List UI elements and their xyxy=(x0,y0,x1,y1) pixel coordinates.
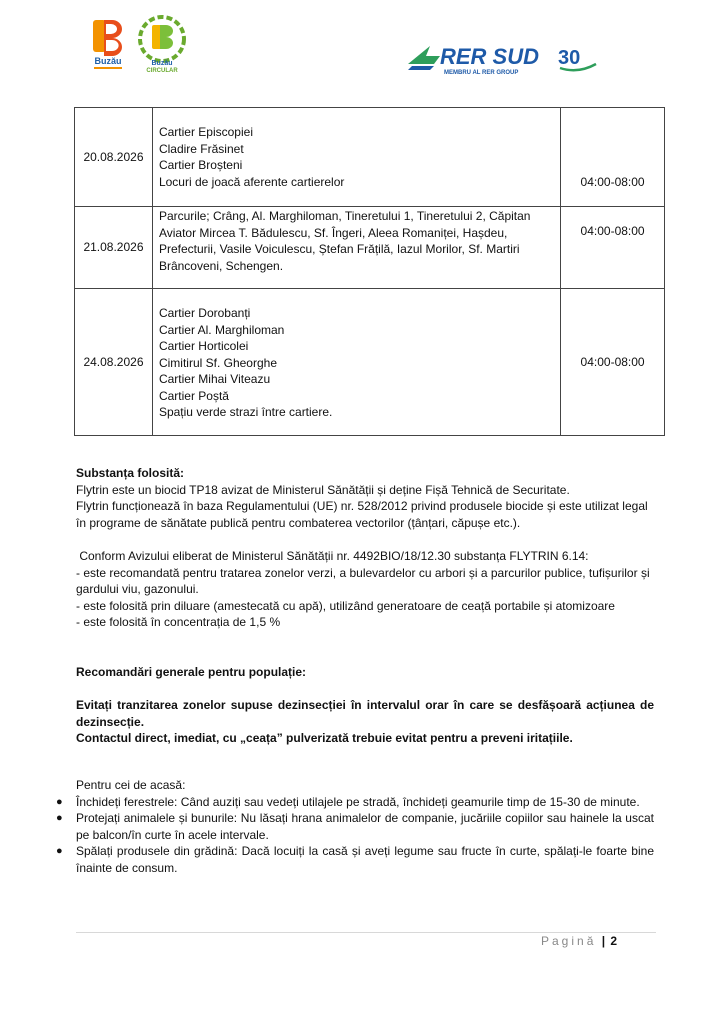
aviz-item-2: - este folosită prin diluare (amestecată cu apă), utilizând generatoare de ceață portabile și atomizoare xyxy=(76,598,615,613)
schedule-table xyxy=(74,107,665,436)
advice-text: Închideți ferestrele: Când auziți sau vedeți utilajele pe stradă, închideți geamurile timp de 15-30 de minute. xyxy=(76,794,640,809)
aviz-item-3: - este folosită în concentrația de 1,5 % xyxy=(76,615,281,629)
advice-text: Spălați produsele din grădină: Dacă locuiți la casă și aveți legume sau fructe în curte, spălați-le foarte bine înainte de consum. xyxy=(76,844,654,875)
warning-contact: Contactul direct, imediat, cu „ceața” pulverizată trebuie evitat pentru a preveni iritațiile. xyxy=(76,731,573,745)
substance-line-2: Flytrin funcționează în baza Regulamentului (UE) nr. 528/2012 privind produsele biocide și este utilizat legal în programe de sănătate publică pentru combaterea vectorilor (țânțari, căpușe etc.). xyxy=(76,499,648,530)
location-line: Cartier Dorobanți xyxy=(158,306,251,320)
time-cell xyxy=(561,207,665,289)
substance-heading: Substanța folosită: xyxy=(76,466,185,480)
page-footer xyxy=(541,934,617,948)
page-separator: | xyxy=(601,934,606,948)
table-row xyxy=(75,207,665,289)
locations-cell xyxy=(152,207,560,289)
recommendations-heading: Recomandări generale pentru populație: xyxy=(76,665,307,679)
list-item xyxy=(56,794,654,811)
location-line: Aviator Mircea T. Bădulescu, Sf. Îngeri, Aleea Romaniței, Hașdeu, xyxy=(158,225,508,240)
page-label: Pagină xyxy=(541,934,597,948)
time-value: 04:00-08:00 xyxy=(580,224,645,238)
location-line: Cartier Mihai Viteazu xyxy=(158,372,271,386)
anniversary-30-logo xyxy=(556,44,600,74)
home-advice-block xyxy=(56,777,654,876)
advice-list xyxy=(56,794,654,877)
location-line: Locuri de joacă aferente cartierelor xyxy=(158,174,345,189)
warnings-block xyxy=(76,697,654,747)
advice-text: Protejați animalele și bunurile: Nu lăsați hrana animalelor de companie, jucăriile copiilor sau hainele la uscat pe balcon/în curte în acele intervale. xyxy=(76,811,654,842)
location-line: Cartier Episcopiei xyxy=(158,125,253,139)
time-value: 04:00-08:00 xyxy=(580,354,645,369)
rer-tagline: MEMBRU AL RER GROUP xyxy=(444,70,519,76)
bullet-icon: ● xyxy=(56,812,63,824)
buzau-logo-text: Buzău xyxy=(94,56,122,66)
aviz-intro: Conform Avizului eliberat de Ministerul Sănătății nr. 4492BIO/18/12.30 substanța FLYTRIN 6.14: xyxy=(76,549,589,563)
anniversary-text: 30 xyxy=(558,47,581,69)
time-cell xyxy=(561,108,665,207)
date-cell: 21.08.2026 xyxy=(75,207,153,289)
bullet-icon: ● xyxy=(56,795,63,808)
table-row xyxy=(75,108,665,207)
page-header xyxy=(0,0,724,100)
buzau-logo xyxy=(88,16,128,72)
location-line: Prefecturii, Vasile Voiculescu, Ștefan Frățilă, Iazul Morilor, Sf. Martiri xyxy=(158,242,520,256)
home-intro: Pentru cei de acasă: xyxy=(76,778,186,792)
time-cell xyxy=(561,289,665,436)
warning-transit: Evitați tranzitarea zonelor supuse dezinsecției în intervalul orar în care se desfășoară acțiunea de dezinsecție. xyxy=(76,698,654,729)
bullet-icon: ● xyxy=(56,845,63,857)
recommendations-heading-block xyxy=(76,664,654,681)
location-line: Cartier Broșteni xyxy=(158,158,243,172)
date-cell: 20.08.2026 xyxy=(75,108,153,207)
footer-divider xyxy=(76,932,656,933)
table-row xyxy=(75,289,665,436)
location-line: Parcurile; Crâng, Al. Marghiloman, Tineretului 1, Tineretului 2, Căpitan xyxy=(158,209,531,223)
aviz-item-1: - este recomandată pentru tratarea zonelor verzi, a bulevardelor cu arbori și a parcurilor publice, tufișurilor și gardului viu, gazonului. xyxy=(76,565,650,596)
page-number: 2 xyxy=(610,934,618,948)
circular-logo-sub: CIRCULAR xyxy=(146,68,178,73)
substance-line-1: Flytrin este un biocid TP18 avizat de Ministerul Sănătății și deține Fișă Tehnică de Securitate. xyxy=(76,482,570,497)
location-line: Cladire Frăsinet xyxy=(158,141,244,156)
location-line: Cartier Al. Marghiloman xyxy=(158,322,285,337)
list-item xyxy=(56,843,654,876)
location-line: Cartier Horticolei xyxy=(158,339,249,353)
buzau-circular-logo xyxy=(136,13,188,73)
location-line: Brâncoveni, Schengen. xyxy=(158,258,284,273)
time-value: 04:00-08:00 xyxy=(580,174,645,189)
location-line: Cartier Poștă xyxy=(158,388,229,403)
locations-cell xyxy=(152,289,560,436)
location-line: Cimitirul Sf. Gheorghe xyxy=(158,355,277,370)
date-cell: 24.08.2026 xyxy=(75,289,153,436)
substance-section xyxy=(76,465,654,531)
rer-logo-text: RER SUD xyxy=(440,44,540,69)
list-item xyxy=(56,810,654,843)
aviz-section xyxy=(76,548,654,631)
location-line: Spațiu verde strazi între cartiere. xyxy=(158,405,333,419)
locations-cell xyxy=(152,108,560,207)
circular-logo-text: Buzău xyxy=(151,60,173,67)
